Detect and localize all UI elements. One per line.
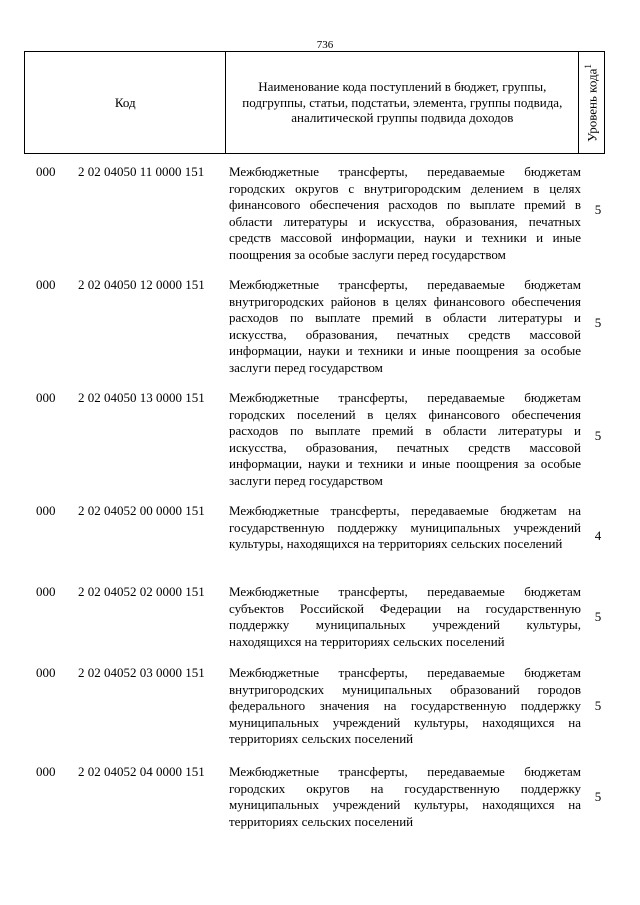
header-level-footnote: 1 bbox=[582, 63, 593, 69]
row-level: 5 bbox=[594, 202, 602, 217]
row-level: 5 bbox=[594, 609, 602, 624]
row-group-code: 000 bbox=[36, 764, 56, 779]
row-group-code: 000 bbox=[36, 584, 56, 599]
page-number: 736 bbox=[316, 39, 334, 51]
row-income-name: Межбюджетные трансферты, передаваемые бюджетам городских округов на государственную поддержку муниципальных учреждений культуры, находящихся на территориях сельских поселений bbox=[229, 764, 581, 829]
row-group-code: 000 bbox=[36, 665, 56, 680]
header-name-cell bbox=[226, 52, 579, 154]
header-code-cell bbox=[25, 52, 226, 154]
row-group-code: 000 bbox=[36, 277, 56, 292]
row-level: 4 bbox=[594, 528, 602, 543]
row-group-code: 000 bbox=[36, 164, 56, 179]
row-level: 5 bbox=[594, 789, 602, 804]
row-group-code: 000 bbox=[36, 503, 56, 518]
row-level: 5 bbox=[594, 315, 602, 330]
row-income-code: 2 02 04050 12 0000 151 bbox=[78, 277, 205, 292]
row-income-code: 2 02 04052 04 0000 151 bbox=[78, 764, 205, 779]
row-income-code: 2 02 04052 02 0000 151 bbox=[78, 584, 205, 599]
header-level-label: Уровень кода bbox=[583, 68, 599, 142]
row-income-name: Межбюджетные трансферты, передаваемые бюджетам городских округов с внутригородским делением в целях финансового обеспечения расходов по выплате премий в области литературы и искусства, образования, печатных средств массовой информации, науки и техники и иные поощрения за особые заслуги перед государством bbox=[229, 164, 581, 262]
header-level-label-wrap bbox=[584, 64, 600, 142]
row-income-name: Межбюджетные трансферты, передаваемые бюджетам внутригородских районов в целях финансового обеспечения расходов по выплате премий в области литературы и искусства, образования, печатных средств массовой информации, науки и техники и иные поощрения за особые заслуги перед государством bbox=[229, 277, 581, 375]
row-level: 5 bbox=[594, 698, 602, 713]
row-income-code: 2 02 04050 13 0000 151 bbox=[78, 390, 205, 405]
row-income-name: Межбюджетные трансферты, передаваемые бюджетам внутригородских муниципальных образований городов федерального значения на государственную поддержку муниципальных учреждений культуры, находящихся на территориях сельских поселений bbox=[229, 665, 581, 746]
header-level-cell bbox=[579, 52, 605, 154]
row-income-name: Межбюджетные трансферты, передаваемые бюджетам на государственную поддержку муниципальных учреждений культуры, находящихся на территориях сельских поселений bbox=[229, 503, 581, 551]
row-group-code: 000 bbox=[36, 390, 56, 405]
header-name-label: Наименование кода поступлений в бюджет, группы, подгруппы, статьи, подстатьи, элемента, группы подвида, аналитической группы подвида доходов bbox=[242, 79, 563, 126]
row-income-code: 2 02 04052 03 0000 151 bbox=[78, 665, 205, 680]
row-income-code: 2 02 04050 11 0000 151 bbox=[78, 164, 205, 179]
row-income-code: 2 02 04052 00 0000 151 bbox=[78, 503, 205, 518]
row-income-name: Межбюджетные трансферты, передаваемые бюджетам субъектов Российской Федерации на государственную поддержку муниципальных учреждений культуры, находящихся на территориях сельских поселений bbox=[229, 584, 581, 649]
row-income-name: Межбюджетные трансферты, передаваемые бюджетам городских поселений в целях финансового обеспечения расходов по выплате премий в области литературы и искусства, образования, печатных средств массовой информации, науки и техники и иные поощрения за особые заслуги перед государством bbox=[229, 390, 581, 488]
row-level: 5 bbox=[594, 428, 602, 443]
table-header bbox=[24, 51, 605, 154]
header-code-label: Код bbox=[114, 94, 136, 110]
